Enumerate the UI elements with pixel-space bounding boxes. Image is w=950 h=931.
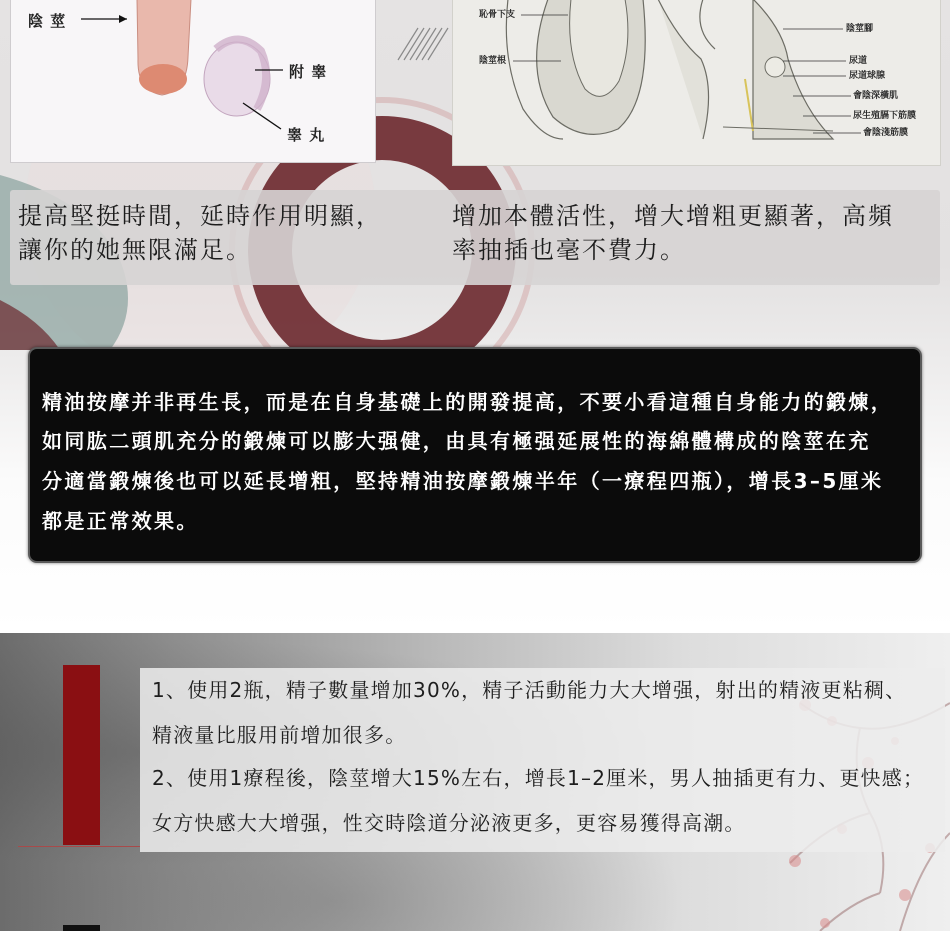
benefit-right-line-1: 增加本體活性，增大增粗更顯著，高頻 <box>452 202 894 230</box>
info-line-4: 都是正常效果。 <box>42 509 199 533</box>
label-penis: 陰 莖 <box>28 12 67 30</box>
label-superficial-fascia: 會陰淺筋膜 <box>863 128 909 138</box>
label-bulbourethral-gland: 尿道球腺 <box>849 71 886 81</box>
red-rule-line <box>18 846 140 847</box>
info-line-3: 分適當鍛煉後也可以延長增粗，堅持精油按摩鍛煉半年（一療程四瓶），增長3–5厘米 <box>42 469 884 493</box>
effect-line-3: 2、使用1療程後，陰莖增大15%左右，增長1–2厘米，男人抽插更有力、更快感； <box>152 766 925 790</box>
anatomy-external-panel <box>10 0 376 163</box>
benefit-left-line-1: 提高堅挺時間，延時作用明顯， <box>18 202 382 230</box>
info-line-2: 如同肱二頭肌充分的鍛煉可以膨大强健，由具有極强延展性的海綿體構成的陰莖在充 <box>42 429 871 453</box>
label-epididymis: 附 睾 <box>289 63 328 81</box>
benefit-left-line-2: 讓你的她無限滿足。 <box>18 236 252 264</box>
label-inferior-pubic-ramus: 恥骨下支 <box>479 10 516 20</box>
benefit-right-line-2: 率抽插也毫不費力。 <box>452 236 686 264</box>
effect-line-2: 精液量比服用前增加很多。 <box>152 723 407 747</box>
info-box <box>28 347 922 563</box>
label-testis: 睾 丸 <box>287 126 326 144</box>
black-accent-square <box>63 925 100 931</box>
anatomy-internal-panel <box>452 0 941 166</box>
label-deep-transverse-perineal: 會陰深橫肌 <box>853 91 899 101</box>
info-line-1: 精油按摩并非再生長，而是在自身基礎上的開發提高，不要小看這種自身能力的鍛煉， <box>42 390 894 414</box>
hatch-decoration <box>396 26 452 62</box>
benefits-band <box>10 190 940 285</box>
label-penis-root: 陰莖根 <box>479 56 507 66</box>
label-inferior-fascia: 尿生殖膈下筋膜 <box>853 111 917 121</box>
red-accent-bar <box>63 665 100 845</box>
effects-section <box>0 633 950 931</box>
effect-line-4: 女方快感大大增强，性交時陰道分泌液更多，更容易獲得高潮。 <box>152 811 746 835</box>
effects-panel <box>140 668 945 852</box>
effect-line-1: 1、使用2瓶，精子數量增加30%，精子活動能力大大增强，射出的精液更粘稠、 <box>152 678 907 702</box>
label-urethra: 尿道 <box>849 56 868 66</box>
label-crus: 陰莖腳 <box>846 24 874 34</box>
